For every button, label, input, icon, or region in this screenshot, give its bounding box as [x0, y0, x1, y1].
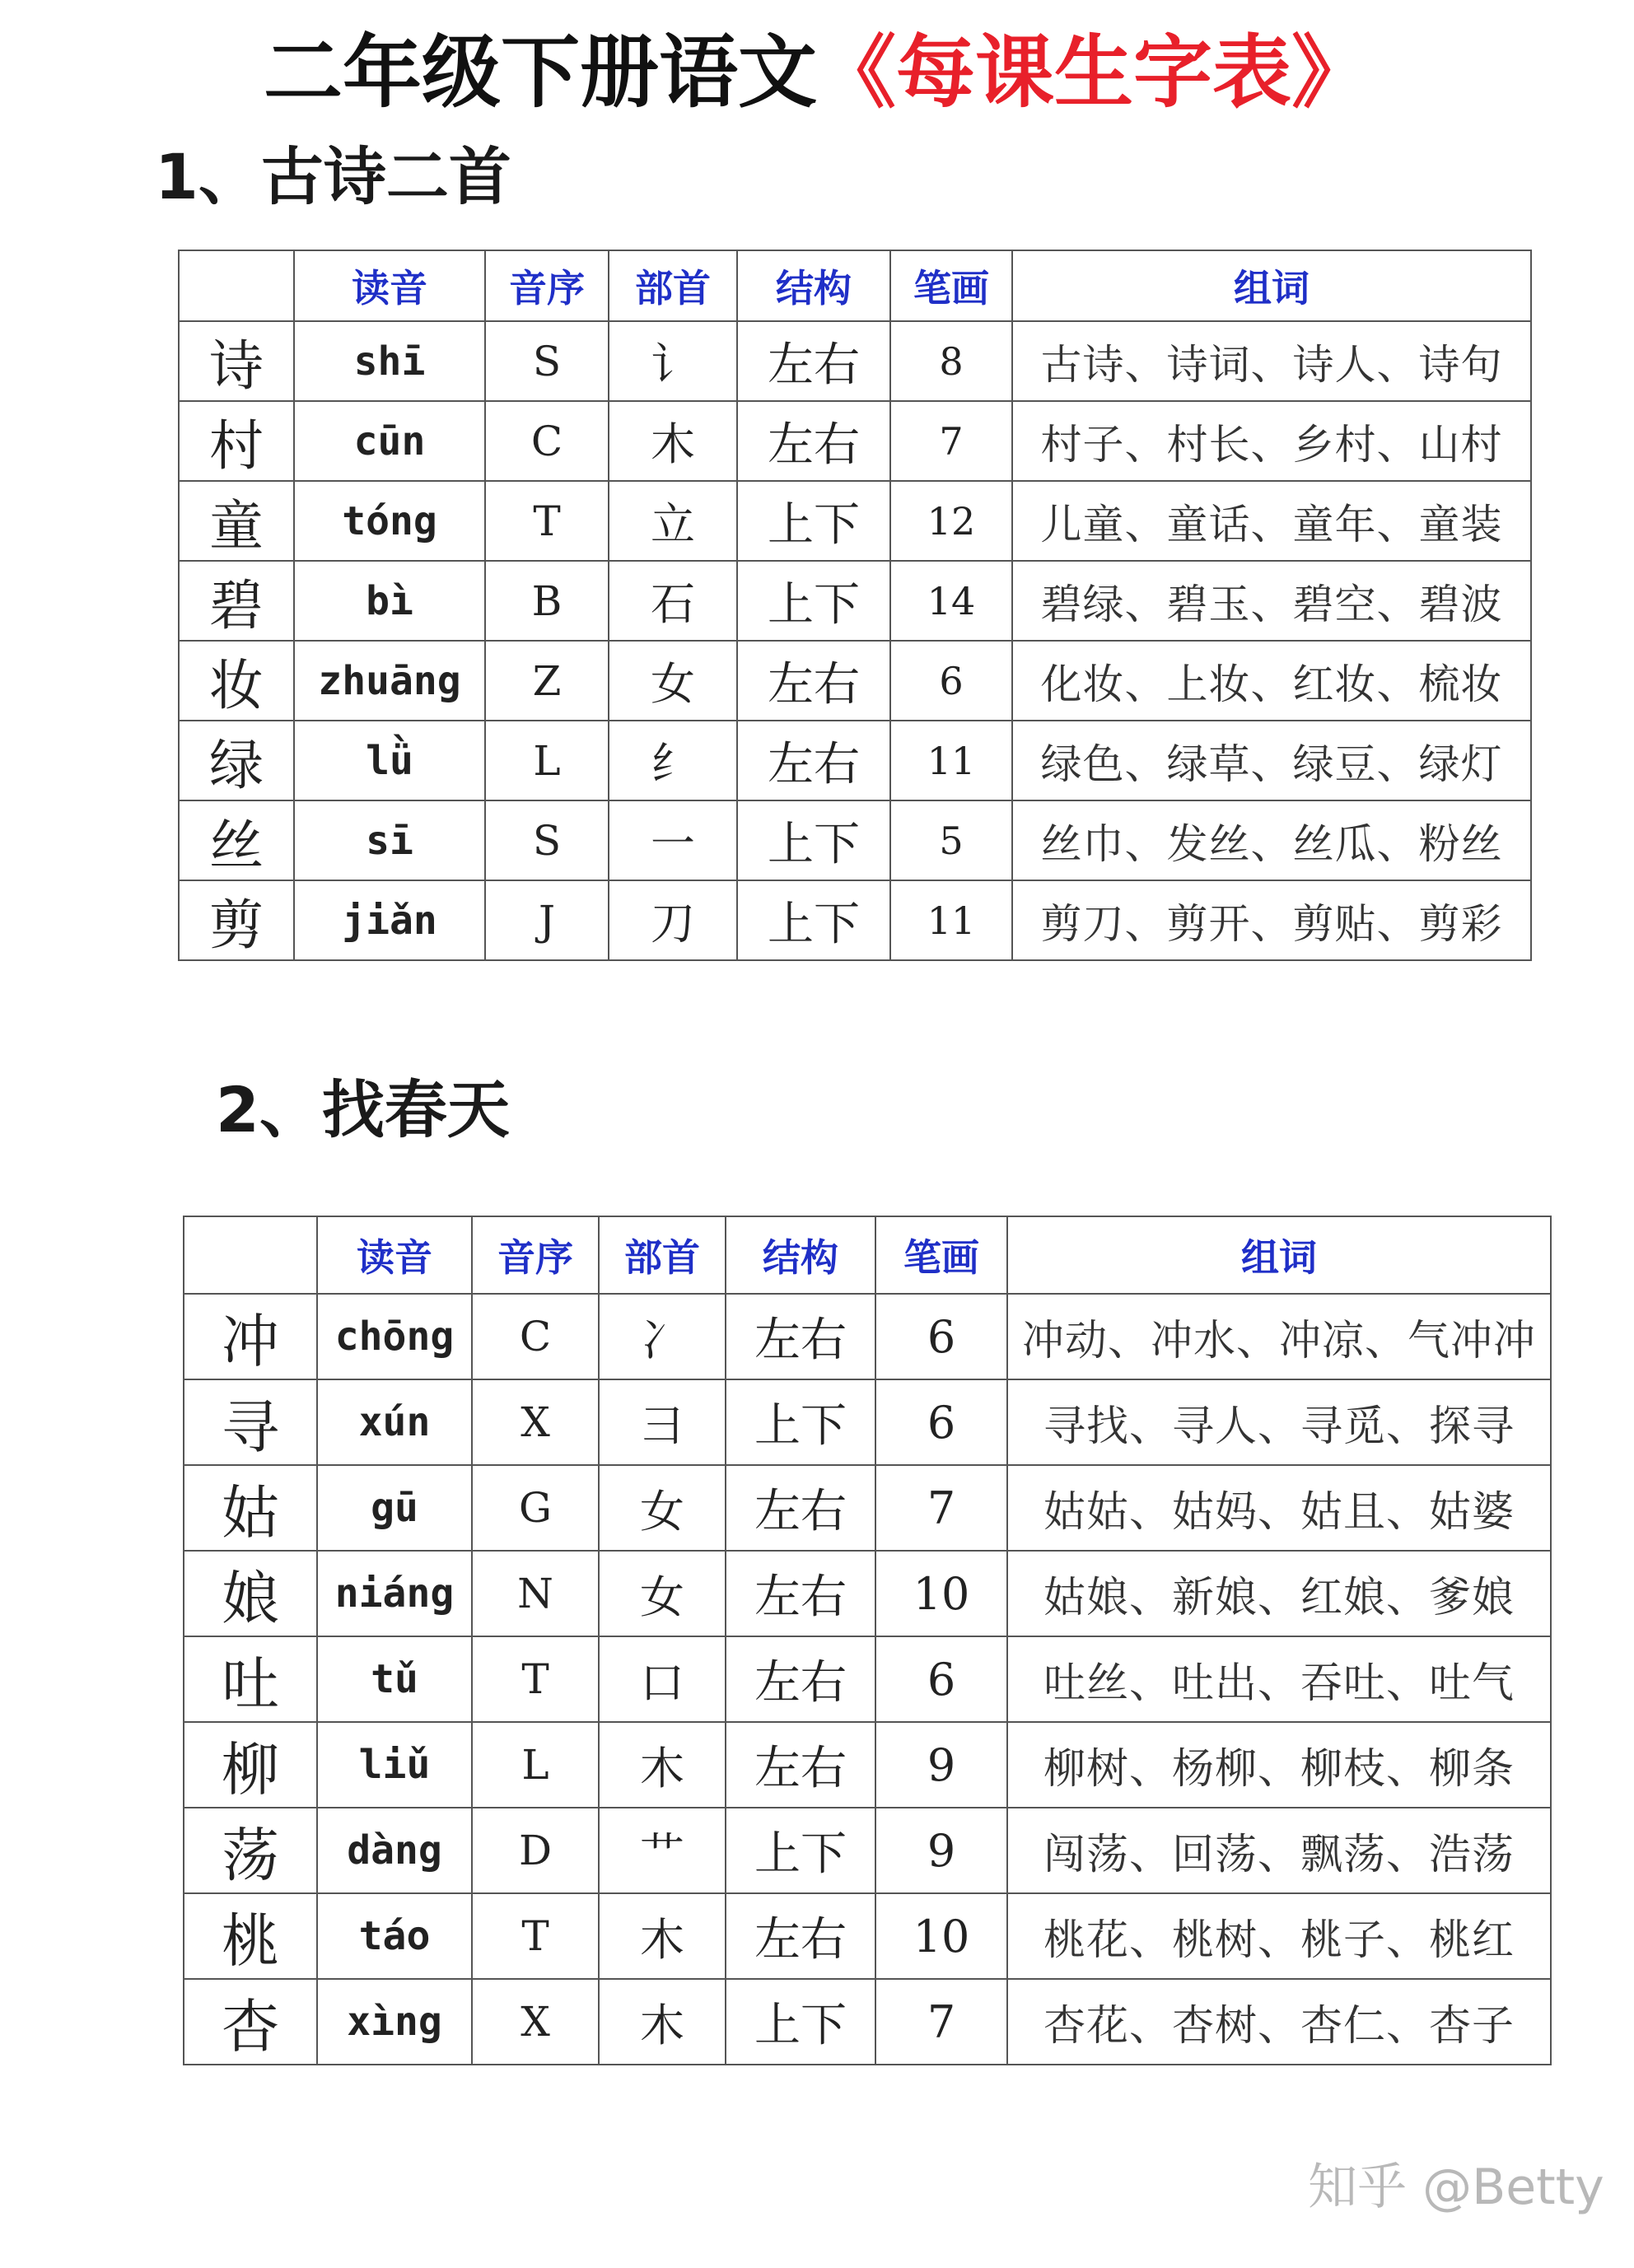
cell-structure: 左右 [726, 1722, 875, 1808]
cell-char: 绿 [179, 721, 294, 800]
cell-words: 绿色、绿草、绿豆、绿灯 [1012, 721, 1531, 800]
table-row [184, 1722, 1551, 1808]
cell-char: 妆 [179, 641, 294, 721]
cell-structure: 左右 [726, 1294, 875, 1379]
cell-pinyin: sī [294, 800, 485, 880]
header-cell-strokes: 笔画 [890, 250, 1012, 321]
cell-strokes: 14 [890, 561, 1012, 641]
cell-pinyin: chōng [317, 1294, 472, 1379]
cell-words: 丝巾、发丝、丝瓜、粉丝 [1012, 800, 1531, 880]
cell-words: 吐丝、吐出、吞吐、吐气 [1007, 1636, 1551, 1722]
cell-order: Z [485, 641, 609, 721]
cell-pinyin: jiǎn [294, 880, 485, 960]
cell-structure: 上下 [737, 880, 890, 960]
table-body-1 [179, 250, 1531, 960]
cell-words: 碧绿、碧玉、碧空、碧波 [1012, 561, 1531, 641]
header-cell-radical: 部首 [609, 250, 737, 321]
cell-radical: 纟 [609, 721, 737, 800]
table-row [179, 641, 1531, 721]
cell-words: 古诗、诗词、诗人、诗句 [1012, 321, 1531, 401]
cell-words: 闯荡、回荡、飘荡、浩荡 [1007, 1808, 1551, 1893]
cell-order: X [472, 1379, 599, 1465]
cell-order: N [472, 1551, 599, 1636]
cell-radical: 木 [599, 1722, 726, 1808]
cell-strokes: 8 [890, 321, 1012, 401]
cell-order: X [472, 1979, 599, 2065]
char-table-section-2 [183, 1216, 1552, 2065]
cell-strokes: 9 [875, 1722, 1007, 1808]
cell-words: 儿童、童话、童年、童装 [1012, 481, 1531, 561]
cell-pinyin: dàng [317, 1808, 472, 1893]
cell-pinyin: tǔ [317, 1636, 472, 1722]
table-header-row [184, 1216, 1551, 1294]
table-row [184, 1294, 1551, 1379]
cell-radical: 女 [609, 641, 737, 721]
cell-pinyin: lǜ [294, 721, 485, 800]
cell-strokes: 7 [875, 1465, 1007, 1551]
cell-radical: 口 [599, 1636, 726, 1722]
cell-char: 吐 [184, 1636, 317, 1722]
table-row [179, 481, 1531, 561]
cell-structure: 左右 [737, 721, 890, 800]
cell-order: C [472, 1294, 599, 1379]
cell-radical: 女 [599, 1551, 726, 1636]
table-row [184, 1465, 1551, 1551]
table-row [184, 1379, 1551, 1465]
cell-structure: 左右 [737, 401, 890, 481]
cell-structure: 左右 [726, 1893, 875, 1979]
title-highlight: 《每课生字表》 [817, 26, 1370, 119]
cell-words: 杏花、杏树、杏仁、杏子 [1007, 1979, 1551, 2065]
cell-radical: 石 [609, 561, 737, 641]
table-row [179, 880, 1531, 960]
cell-char: 杏 [184, 1979, 317, 2065]
cell-pinyin: niáng [317, 1551, 472, 1636]
cell-radical: 刀 [609, 880, 737, 960]
cell-words: 剪刀、剪开、剪贴、剪彩 [1012, 880, 1531, 960]
header-cell-blank [184, 1216, 317, 1294]
header-cell-words: 组词 [1007, 1216, 1551, 1294]
cell-order: J [485, 880, 609, 960]
header-cell-pinyin: 读音 [317, 1216, 472, 1294]
cell-pinyin: bì [294, 561, 485, 641]
cell-strokes: 6 [875, 1636, 1007, 1722]
page-title [0, 23, 1634, 122]
cell-char: 柳 [184, 1722, 317, 1808]
cell-char: 碧 [179, 561, 294, 641]
header-cell-structure: 结构 [726, 1216, 875, 1294]
cell-structure: 左右 [726, 1551, 875, 1636]
cell-char: 桃 [184, 1893, 317, 1979]
cell-order: T [472, 1636, 599, 1722]
section-heading-1: 1、古诗二首 [155, 140, 511, 213]
cell-structure: 左右 [737, 321, 890, 401]
table-row [179, 721, 1531, 800]
cell-words: 村子、村长、乡村、山村 [1012, 401, 1531, 481]
header-cell-structure: 结构 [737, 250, 890, 321]
cell-pinyin: gū [317, 1465, 472, 1551]
watermark: 知乎 @Betty [1308, 2158, 1604, 2216]
cell-order: T [472, 1893, 599, 1979]
cell-order: L [485, 721, 609, 800]
header-cell-order: 音序 [485, 250, 609, 321]
cell-pinyin: xún [317, 1379, 472, 1465]
cell-radical: 木 [599, 1893, 726, 1979]
cell-pinyin: shī [294, 321, 485, 401]
cell-char: 诗 [179, 321, 294, 401]
cell-pinyin: táo [317, 1893, 472, 1979]
cell-radical: 木 [609, 401, 737, 481]
table-row [184, 1636, 1551, 1722]
cell-strokes: 7 [875, 1979, 1007, 2065]
cell-radical: 冫 [599, 1294, 726, 1379]
cell-order: T [485, 481, 609, 561]
cell-strokes: 6 [875, 1379, 1007, 1465]
cell-order: B [485, 561, 609, 641]
cell-strokes: 6 [875, 1294, 1007, 1379]
cell-order: L [472, 1722, 599, 1808]
cell-char: 娘 [184, 1551, 317, 1636]
cell-char: 村 [179, 401, 294, 481]
cell-strokes: 12 [890, 481, 1012, 561]
header-cell-pinyin: 读音 [294, 250, 485, 321]
cell-structure: 上下 [737, 481, 890, 561]
cell-strokes: 10 [875, 1551, 1007, 1636]
header-cell-radical: 部首 [599, 1216, 726, 1294]
header-cell-order: 音序 [472, 1216, 599, 1294]
cell-order: D [472, 1808, 599, 1893]
cell-order: C [485, 401, 609, 481]
cell-pinyin: xìng [317, 1979, 472, 2065]
cell-pinyin: zhuāng [294, 641, 485, 721]
cell-pinyin: liǔ [317, 1722, 472, 1808]
table-row [184, 1551, 1551, 1636]
cell-words: 柳树、杨柳、柳枝、柳条 [1007, 1722, 1551, 1808]
table-row [179, 561, 1531, 641]
cell-char: 寻 [184, 1379, 317, 1465]
cell-strokes: 11 [890, 880, 1012, 960]
cell-strokes: 5 [890, 800, 1012, 880]
cell-words: 冲动、冲水、冲凉、气冲冲 [1007, 1294, 1551, 1379]
cell-radical: 讠 [609, 321, 737, 401]
cell-order: S [485, 800, 609, 880]
cell-strokes: 9 [875, 1808, 1007, 1893]
cell-radical: 彐 [599, 1379, 726, 1465]
cell-char: 丝 [179, 800, 294, 880]
cell-char: 姑 [184, 1465, 317, 1551]
cell-radical: 艹 [599, 1808, 726, 1893]
title-main: 二年级下册语文 [264, 26, 817, 119]
cell-strokes: 10 [875, 1893, 1007, 1979]
cell-strokes: 6 [890, 641, 1012, 721]
cell-structure: 上下 [726, 1979, 875, 2065]
cell-char: 童 [179, 481, 294, 561]
cell-radical: 立 [609, 481, 737, 561]
cell-structure: 上下 [726, 1379, 875, 1465]
cell-char: 荡 [184, 1808, 317, 1893]
table-row [184, 1808, 1551, 1893]
cell-words: 姑姑、姑妈、姑且、姑婆 [1007, 1465, 1551, 1551]
cell-structure: 左右 [737, 641, 890, 721]
cell-char: 冲 [184, 1294, 317, 1379]
cell-radical: 女 [599, 1465, 726, 1551]
cell-structure: 上下 [726, 1808, 875, 1893]
table-row [184, 1979, 1551, 2065]
table-row [179, 800, 1531, 880]
cell-pinyin: cūn [294, 401, 485, 481]
header-cell-blank [179, 250, 294, 321]
table-body-2 [184, 1216, 1551, 2065]
cell-words: 化妆、上妆、红妆、梳妆 [1012, 641, 1531, 721]
cell-order: S [485, 321, 609, 401]
cell-words: 姑娘、新娘、红娘、爹娘 [1007, 1551, 1551, 1636]
char-table-section-1 [178, 250, 1532, 961]
cell-strokes: 11 [890, 721, 1012, 800]
table-row [179, 321, 1531, 401]
header-cell-words: 组词 [1012, 250, 1531, 321]
header-cell-strokes: 笔画 [875, 1216, 1007, 1294]
cell-structure: 左右 [726, 1636, 875, 1722]
cell-words: 桃花、桃树、桃子、桃红 [1007, 1893, 1551, 1979]
cell-radical: 木 [599, 1979, 726, 2065]
table-row [179, 401, 1531, 481]
cell-strokes: 7 [890, 401, 1012, 481]
cell-radical: 一 [609, 800, 737, 880]
cell-order: G [472, 1465, 599, 1551]
table-header-row [179, 250, 1531, 321]
table-row [184, 1893, 1551, 1979]
cell-structure: 左右 [726, 1465, 875, 1551]
cell-words: 寻找、寻人、寻觅、探寻 [1007, 1379, 1551, 1465]
cell-structure: 上下 [737, 800, 890, 880]
cell-structure: 上下 [737, 561, 890, 641]
cell-char: 剪 [179, 880, 294, 960]
cell-pinyin: tóng [294, 481, 485, 561]
section-heading-2: 2、找春天 [216, 1073, 510, 1146]
